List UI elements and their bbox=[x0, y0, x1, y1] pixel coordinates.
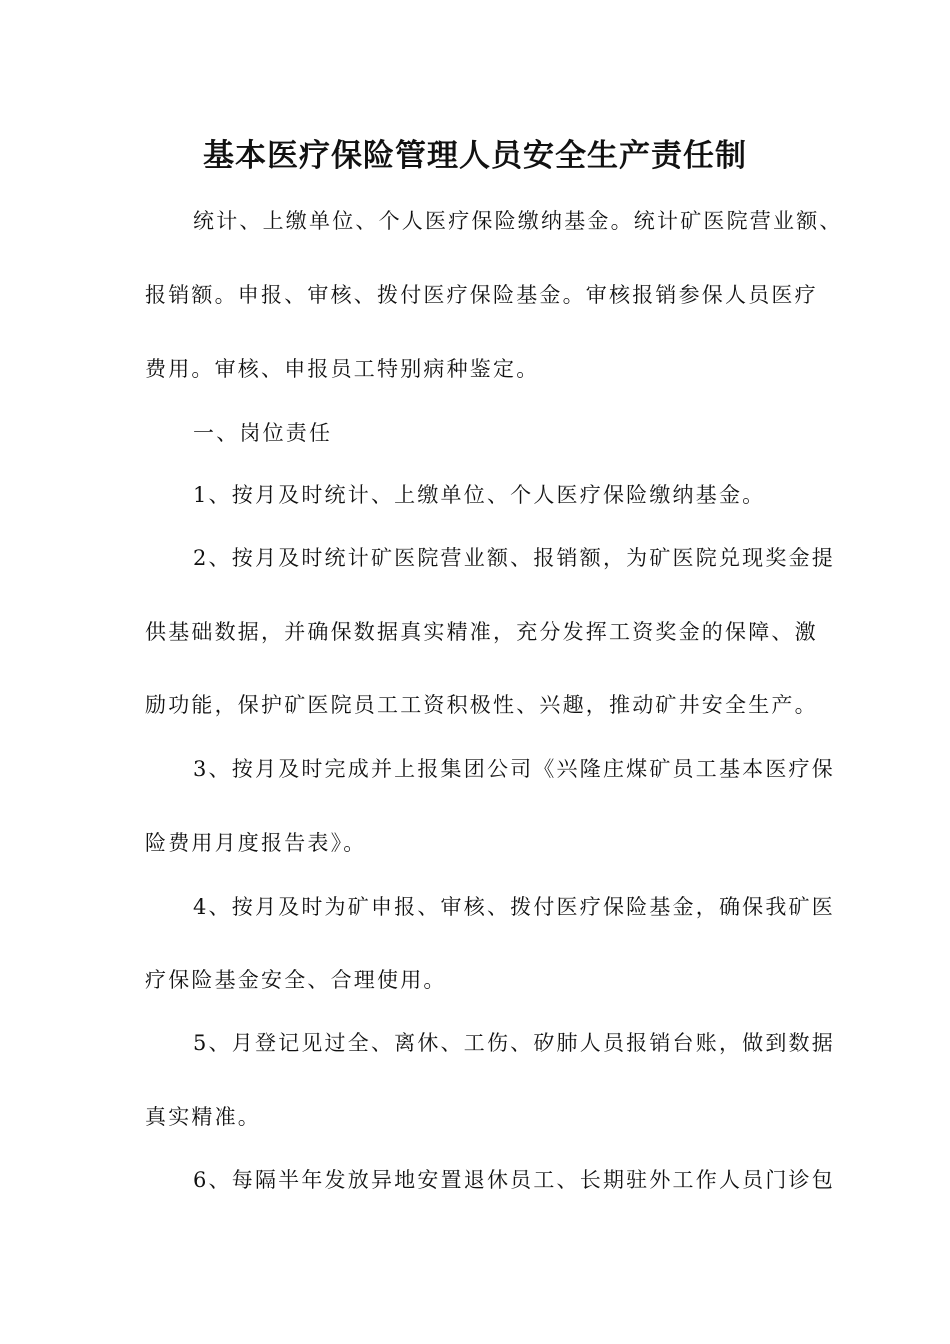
list-item: 4、按月及时为矿申报、审核、拨付医疗保险基金，确保我矿医 bbox=[193, 895, 835, 919]
list-item: 2、按月及时统计矿医院营业额、报销额，为矿医院兑现奖金提 bbox=[193, 546, 835, 570]
list-item-continuation: 险费用月度报告表》。 bbox=[145, 831, 367, 855]
list-item: 3、按月及时完成并上报集团公司《兴隆庄煤矿员工基本医疗保 bbox=[193, 757, 835, 781]
list-item-continuation: 疗保险基金安全、合理使用。 bbox=[145, 968, 447, 992]
list-item: 5、月登记见过全、离休、工伤、矽肺人员报销台账，做到数据 bbox=[193, 1031, 835, 1055]
list-item: 6、每隔半年发放异地安置退休员工、长期驻外工作人员门诊包 bbox=[193, 1168, 835, 1192]
list-item: 1、按月及时统计、上缴单位、个人医疗保险缴纳基金。 bbox=[193, 483, 766, 507]
document-title: 基本医疗保险管理人员安全生产责任制 bbox=[203, 138, 747, 174]
list-item-continuation: 供基础数据，并确保数据真实精准，充分发挥工资奖金的保障、激 bbox=[145, 620, 818, 644]
list-item-continuation: 真实精准。 bbox=[145, 1105, 261, 1129]
paragraph-line: 费用。审核、申报员工特别病种鉴定。 bbox=[145, 357, 540, 381]
paragraph-line: 报销额。申报、审核、拨付医疗保险基金。审核报销参保人员医疗 bbox=[145, 283, 818, 307]
list-item-continuation: 励功能，保护矿医院员工工资积极性、兴趣，推动矿井安全生产。 bbox=[145, 693, 818, 717]
paragraph-line: 统计、上缴单位、个人医疗保险缴纳基金。统计矿医院营业额、 bbox=[193, 209, 843, 233]
section-heading: 一、岗位责任 bbox=[193, 421, 333, 445]
